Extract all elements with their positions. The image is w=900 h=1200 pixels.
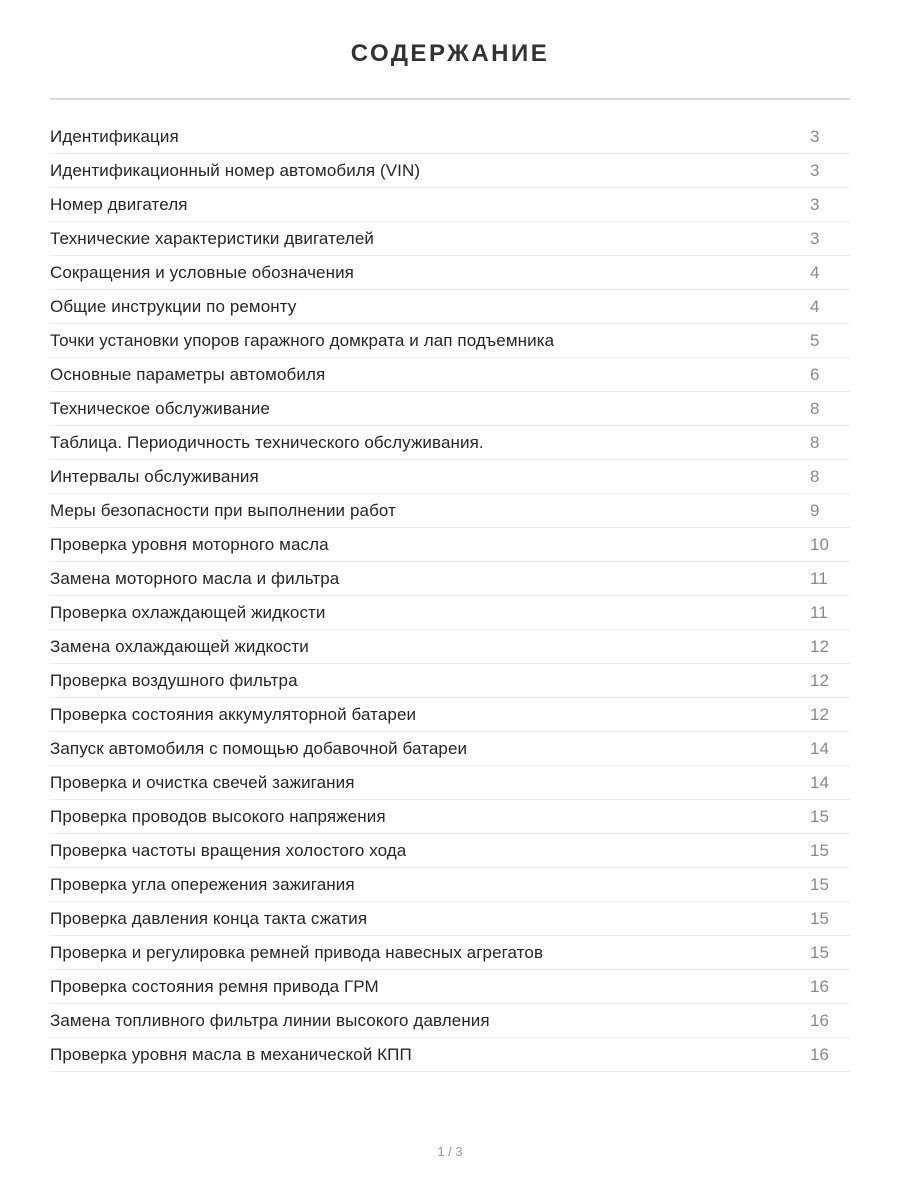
toc-entry-page-number: 12 (810, 670, 829, 690)
toc-entry-page-number: 14 (810, 738, 829, 758)
toc-entry[interactable] (50, 120, 850, 154)
toc-entry-label: Проверка проводов высокого напряжения (50, 806, 386, 826)
table-of-contents (50, 120, 850, 1072)
toc-entry[interactable] (50, 936, 850, 970)
toc-entry-page-number: 3 (810, 228, 820, 248)
toc-entry-page-number: 4 (810, 262, 820, 282)
toc-entry[interactable] (50, 528, 850, 562)
toc-entry[interactable] (50, 970, 850, 1004)
toc-entry[interactable] (50, 324, 850, 358)
toc-entry-page-number: 12 (810, 636, 829, 656)
page-title: СОДЕРЖАНИЕ (350, 40, 550, 67)
toc-entry-page-number: 15 (810, 874, 829, 894)
toc-entry-label: Меры безопасности при выполнении работ (50, 500, 396, 520)
toc-entry-label: Проверка угла опережения зажигания (50, 874, 355, 894)
toc-entry-page-number: 11 (810, 568, 828, 588)
toc-entry[interactable] (50, 800, 850, 834)
toc-entry[interactable] (50, 630, 850, 664)
toc-entry-label: Идентификация (50, 126, 179, 146)
toc-entry-page-number: 3 (810, 194, 820, 214)
toc-entry-page-number: 16 (810, 1044, 829, 1064)
toc-entry-label: Техническое обслуживание (50, 398, 270, 418)
toc-entry[interactable] (50, 426, 850, 460)
toc-entry[interactable] (50, 732, 850, 766)
toc-entry-page-number: 8 (810, 398, 820, 418)
toc-entry[interactable] (50, 256, 850, 290)
page-indicator: 1 / 3 (437, 1144, 463, 1159)
toc-entry[interactable] (50, 1004, 850, 1038)
toc-entry-label: Проверка уровня масла в механической КПП (50, 1044, 412, 1064)
toc-entry-page-number: 14 (810, 772, 829, 792)
toc-entry-label: Проверка и очистка свечей зажигания (50, 772, 355, 792)
toc-entry-page-number: 4 (810, 296, 820, 316)
toc-entry[interactable] (50, 290, 850, 324)
toc-entry-label: Номер двигателя (50, 194, 188, 214)
toc-entry[interactable] (50, 766, 850, 800)
toc-entry-label: Основные параметры автомобиля (50, 364, 326, 384)
toc-entry-label: Проверка давления конца такта сжатия (50, 908, 368, 928)
toc-entry[interactable] (50, 1038, 850, 1072)
toc-entry-label: Интервалы обслуживания (50, 466, 259, 486)
toc-entry-page-number: 6 (810, 364, 820, 384)
toc-entry[interactable] (50, 188, 850, 222)
toc-entry-page-number: 8 (810, 432, 820, 452)
toc-entry-page-number: 11 (810, 602, 828, 622)
toc-entry-page-number: 16 (810, 976, 829, 996)
toc-entry-label: Проверка состояния ремня привода ГРМ (50, 976, 379, 996)
toc-entry-label: Точки установки упоров гаражного домкрата и лап подъемника (50, 330, 555, 350)
toc-entry-page-number: 3 (810, 126, 820, 146)
toc-entry[interactable] (50, 562, 850, 596)
toc-entry-page-number: 3 (810, 160, 820, 180)
toc-entry-page-number: 16 (810, 1010, 829, 1030)
toc-entry[interactable] (50, 868, 850, 902)
toc-entry-label: Общие инструкции по ремонту (50, 296, 297, 316)
toc-entry-page-number: 15 (810, 806, 829, 826)
toc-entry-page-number: 8 (810, 466, 820, 486)
toc-entry[interactable] (50, 698, 850, 732)
toc-entry-page-number: 15 (810, 908, 829, 928)
toc-entry-page-number: 15 (810, 840, 829, 860)
toc-entry-page-number: 5 (810, 330, 820, 350)
toc-entry-label: Проверка воздушного фильтра (50, 670, 298, 690)
toc-entry-page-number: 15 (810, 942, 829, 962)
toc-entry-label: Таблица. Периодичность технического обслуживания. (50, 432, 484, 452)
toc-entry[interactable] (50, 154, 850, 188)
toc-entry-label: Проверка охлаждающей жидкости (50, 602, 326, 622)
toc-entry[interactable] (50, 460, 850, 494)
toc-entry-label: Проверка и регулировка ремней привода навесных агрегатов (50, 942, 544, 962)
toc-entry-label: Замена охлаждающей жидкости (50, 636, 309, 656)
toc-entry-label: Идентификационный номер автомобиля (VIN) (50, 160, 421, 180)
title-divider (50, 98, 850, 100)
toc-entry-label: Сокращения и условные обозначения (50, 262, 354, 282)
toc-entry[interactable] (50, 902, 850, 936)
toc-entry-page-number: 12 (810, 704, 829, 724)
toc-entry[interactable] (50, 222, 850, 256)
toc-entry[interactable] (50, 494, 850, 528)
toc-entry-label: Проверка частоты вращения холостого хода (50, 840, 407, 860)
toc-entry-label: Замена моторного масла и фильтра (50, 568, 340, 588)
toc-entry-page-number: 9 (810, 500, 820, 520)
toc-entry[interactable] (50, 596, 850, 630)
toc-entry-label: Проверка состояния аккумуляторной батареи (50, 704, 417, 724)
toc-entry[interactable] (50, 358, 850, 392)
toc-entry-label: Замена топливного фильтра линии высокого давления (50, 1010, 490, 1030)
toc-entry-label: Запуск автомобиля с помощью добавочной батареи (50, 738, 468, 758)
toc-entry-label: Технические характеристики двигателей (50, 228, 374, 248)
toc-entry-label: Проверка уровня моторного масла (50, 534, 329, 554)
toc-entry[interactable] (50, 664, 850, 698)
toc-entry-page-number: 10 (810, 534, 829, 554)
toc-entry[interactable] (50, 834, 850, 868)
toc-entry[interactable] (50, 392, 850, 426)
